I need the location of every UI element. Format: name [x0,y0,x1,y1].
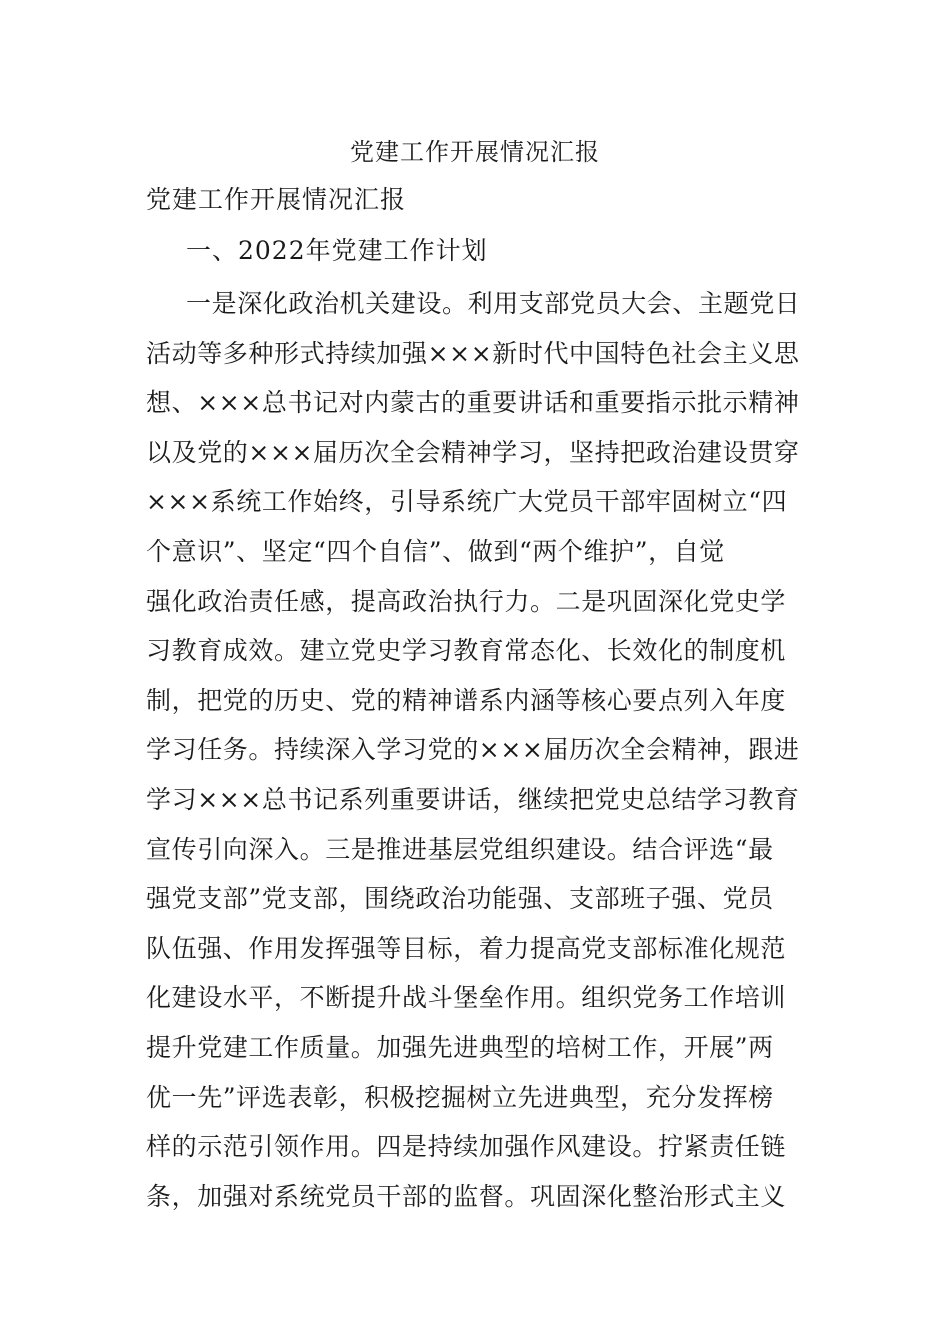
body-line: 化建设水平，不断提升战斗堡垒作用。组织党务工作培训 [146,983,787,1013]
body-line: 以及党的×××届历次全会精神学习，坚持把政治建设贯穿 [146,437,800,467]
body-line: 样的示范引领作用。四是持续加强作风建设。拧紧责任链 [146,1132,787,1162]
body-line: 习教育成效。建立党史学习教育常态化、长效化的制度机 [146,636,787,666]
body-line: 个意识”、坚定“四个自信”、做到“两个维护”，自觉 [146,536,725,566]
body-line: 强化政治责任感，提高政治执行力。二是巩固深化党史学 [146,586,787,616]
body-paragraph [146,279,806,1221]
body-line: 提升党建工作质量。加强先进典型的培树工作，开展”两 [146,1032,774,1062]
body-line: 学习×××总书记系列重要讲话，继续把党史总结学习教育 [146,784,800,814]
body-line: 一是深化政治机关建设。利用支部党员大会、主题党日 [186,289,801,318]
body-line: 学习任务。持续深入学习党的×××届历次全会精神，跟进 [146,735,800,765]
document-title: 党建工作开展情况汇报 [350,138,600,166]
body-line: 制，把党的历史、党的精神谱系内涵等核心要点列入年度 [146,685,787,715]
body-line: 活动等多种形式持续加强×××新时代中国特色社会主义思 [146,338,800,368]
body-line: 想、×××总书记对内蒙古的重要讲话和重要指示批示精神 [146,388,800,418]
body-line: 宣传引向深入。三是推进基层党组织建设。结合评选“最 [146,834,774,864]
body-line: 条，加强对系统党员干部的监督。巩固深化整治形式主义 [146,1181,787,1211]
body-line: 强党支部”党支部，围绕政治功能强、支部班子强、党员 [146,884,774,914]
body-line: 队伍强、作用发挥强等目标，着力提高党支部标准化规范 [146,933,787,963]
body-line: 优一先”评选表彰，积极挖掘树立先进典型，充分发挥榜 [146,1082,774,1112]
document-subtitle: 党建工作开展情况汇报 [146,185,407,214]
body-line: ×××系统工作始终，引导系统广大党员干部牢固树立“四 [146,487,788,517]
section-heading: 一、2022年党建工作计划 [186,236,488,265]
